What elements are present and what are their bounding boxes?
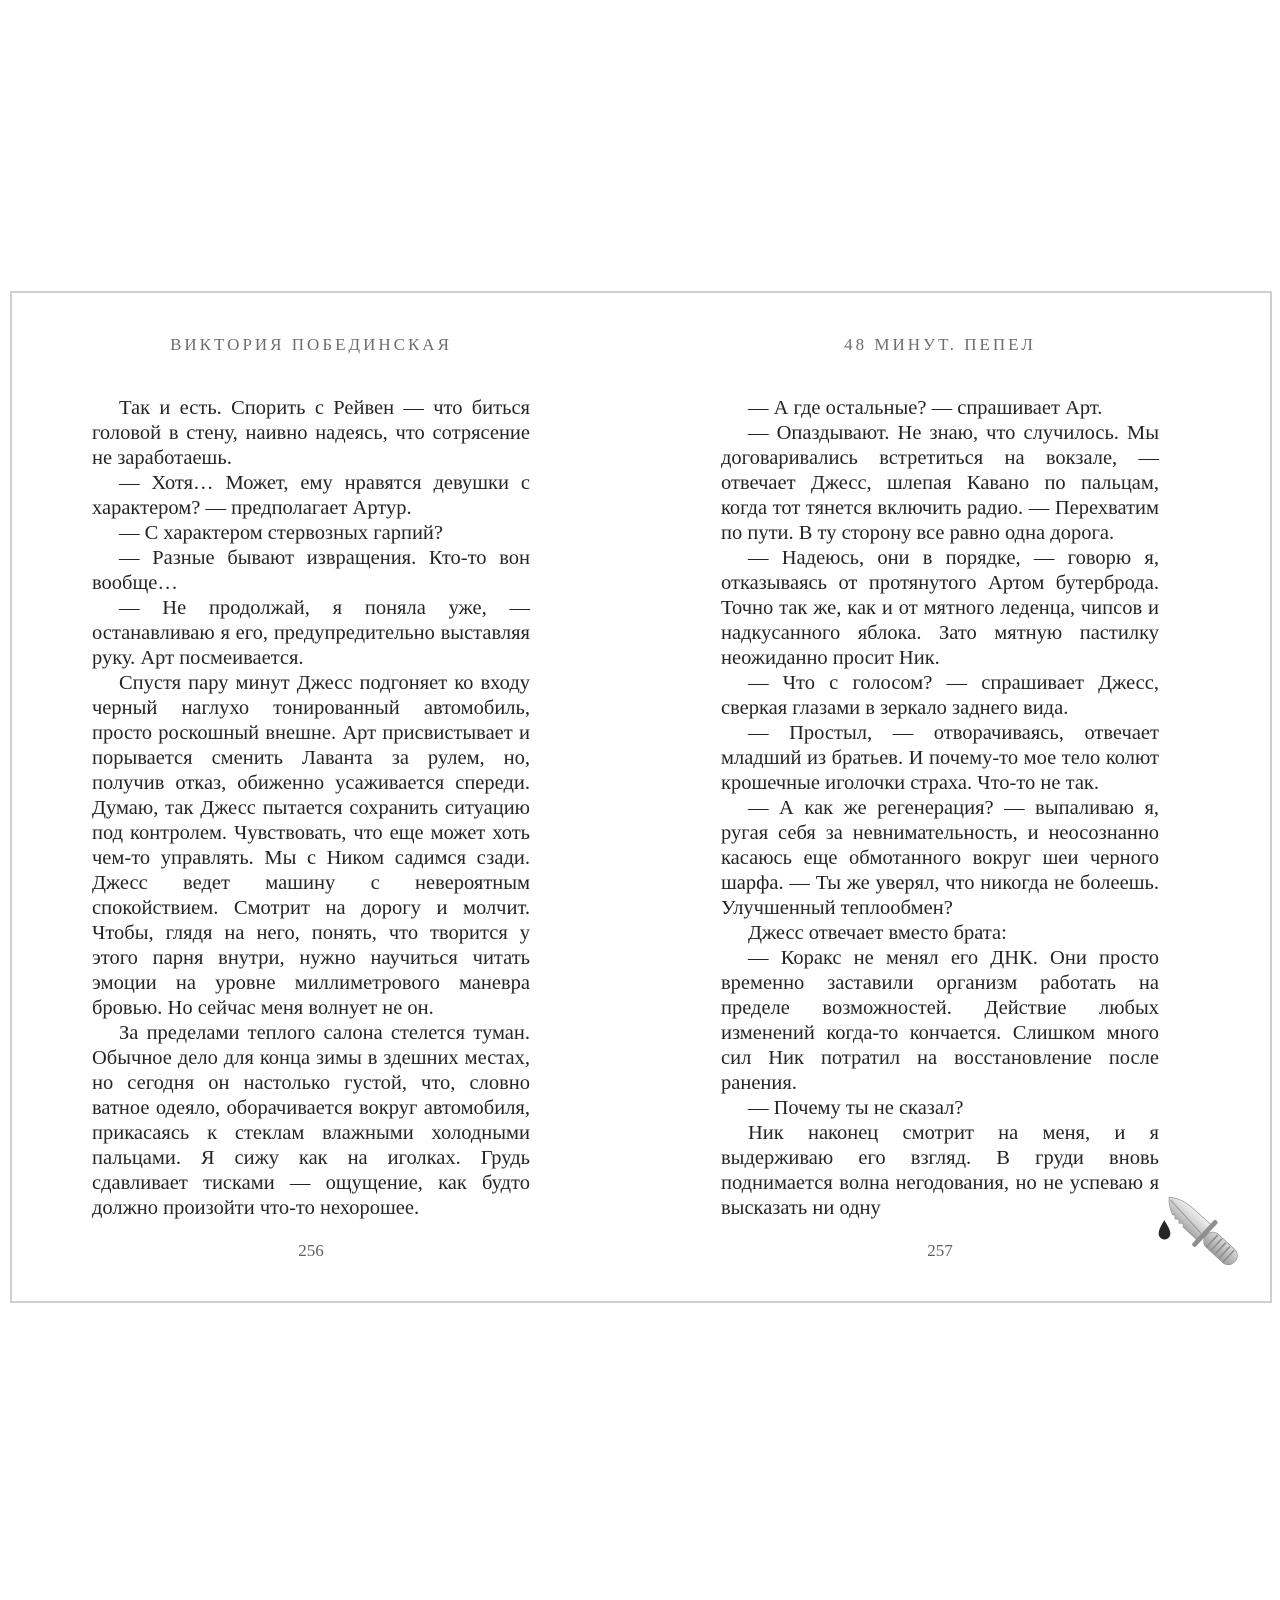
page-right xyxy=(641,293,1270,1301)
paragraph: — С характером стервозных гарпий? xyxy=(119,522,443,544)
paragraph: — Что с голосом? — спрашивает Джесс, сверкая глазами в зеркало заднего вида. xyxy=(721,672,1159,719)
paragraph: — А как же регенерация? — выпаливаю я, ругая себя за невнимательность, и неосознанно касаюсь еще обмотанного вокруг шеи черного шарфа. — Ты же уверял, что никогда не болеешь. Улучшенный теплообмен? xyxy=(721,797,1159,919)
right-running-header: 48 МИНУТ. ПЕПЕЛ xyxy=(844,335,1036,354)
paragraph: — Почему ты не сказал? xyxy=(748,1097,964,1119)
paragraph: — Хотя… Может, ему нравятся девушки с характером? — предполагает Артур. xyxy=(92,472,530,519)
left-text-column xyxy=(92,396,530,1221)
paragraph: — Не продолжай, я поняла уже, — останавливаю я его, предупредительно выставляя руку. Арт посмеивается. xyxy=(92,597,530,669)
left-running-header: ВИКТОРИЯ ПОБЕДИНСКАЯ xyxy=(170,335,452,354)
paragraph: Спустя пару минут Джесс подгоняет ко входу черный наглухо тонированный автомобиль, просто роскошный внешне. Арт присвистывает и порывается сменить Лаванта за рулем, но, получив отказ, обиженно усаживается спереди. Думаю, так Джесс пытается сохранить ситуацию под контролем. Чувствовать, что еще может хоть чем-то управлять. Мы с Ником садимся сзади. Джесс ведет машину с невероятным спокойствием. Смотрит на дорогу и молчит. Чтобы, глядя на него, понять, что творится у этого парня внутри, нужно научиться читать эмоции на уровне миллиметрового маневра бровью. Но сейчас меня волнует не он. xyxy=(92,672,530,1019)
page-left xyxy=(12,293,641,1301)
paragraph: — Коракс не менял его ДНК. Они просто временно заставили организм работать на пределе возможностей. Действие любых изменений когда-то кончается. Слишком много сил Ник потратил на восстановление после ранения. xyxy=(721,947,1159,1094)
page-frame xyxy=(10,291,1272,1303)
paragraph: — Простыл, — отворачиваясь, отвечает младший из братьев. И почему-то мое тело колют крошечные иголочки страха. Что-то не так. xyxy=(721,722,1159,794)
paragraph: — Разные бывают извращения. Кто-то вон вообще… xyxy=(92,547,530,594)
paragraph: За пределами теплого салона стелется туман. Обычное дело для конца зимы в здешних местах, но сегодня он настолько густой, что, словно ватное одеяло, оборачивается вокруг автомобиля, прикасаясь к стеклам влажными холодными пальцами. Я сижу как на иголках. Грудь сдавливает тисками — ощущение, как будто должно произойти что-то нехорошее. xyxy=(92,1022,530,1219)
right-page-number: 257 xyxy=(927,1241,953,1260)
paragraph: Ник наконец смотрит на меня, и я выдерживаю его взгляд. В груди вновь поднимается волна негодования, но не успеваю я высказать ни одну xyxy=(721,1122,1159,1219)
paragraph: Джесс отвечает вместо брата: xyxy=(748,922,1007,944)
paragraph: — А где остальные? — спрашивает Арт. xyxy=(748,397,1103,419)
knife-icon xyxy=(1149,1194,1251,1286)
paragraph: — Опаздывают. Не знаю, что случилось. Мы договаривались встретиться на вокзале, — отвечает Джесс, шлепая Кавано по пальцам, когда тот тянется включить радио. — Перехватим по пути. В ту сторону все равно одна дорога. xyxy=(721,422,1159,544)
blood-drop-icon xyxy=(1159,1220,1171,1239)
paragraph: Так и есть. Спорить с Рейвен — что биться головой в стену, наивно надеясь, что сотрясение не заработаешь. xyxy=(92,397,530,469)
left-page-number: 256 xyxy=(298,1241,324,1260)
paragraph: — Надеюсь, они в порядке, — говорю я, отказываясь от протянутого Артом бутерброда. Точно так же, как и от мятного леденца, чипсов и надкусанного яблока. Зато мятную пастилку неожиданно просит Ник. xyxy=(721,547,1159,669)
right-text-column xyxy=(721,396,1159,1221)
